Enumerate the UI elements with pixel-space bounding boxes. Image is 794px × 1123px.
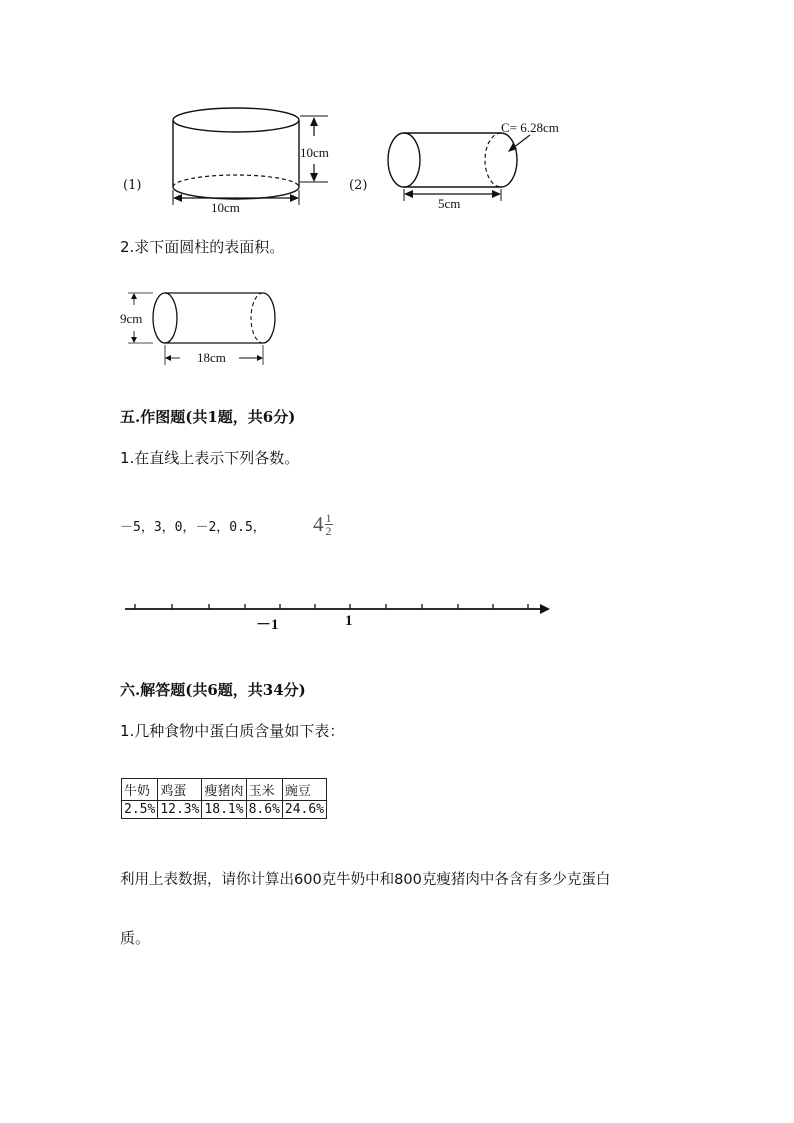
length-arrowhead-left bbox=[404, 190, 413, 198]
table-cell: 24.6% bbox=[282, 801, 326, 819]
q2-height-label: 9cm bbox=[120, 311, 143, 326]
table-cell: 2.5% bbox=[122, 801, 158, 819]
section-5-question-1: 1.在直线上表示下列各数。 bbox=[120, 449, 300, 467]
number-line bbox=[120, 595, 560, 625]
height-arrowhead-up bbox=[310, 117, 318, 126]
table-header-cell: 玉米 bbox=[246, 779, 282, 801]
section-6-question-1: 1.几种食物中蛋白质含量如下表： bbox=[120, 722, 345, 740]
cylinder-1-bottom-front bbox=[173, 187, 299, 199]
cylinder-2-left-ellipse bbox=[388, 133, 420, 187]
table-header-cell: 牛奶 bbox=[122, 779, 158, 801]
cylinder-figure-1 bbox=[110, 100, 370, 225]
table-header-cell: 豌豆 bbox=[282, 779, 326, 801]
diameter-arrowhead-left bbox=[173, 194, 182, 202]
cylinder-3-left-ellipse bbox=[153, 293, 177, 343]
q2-height-arrowhead-up bbox=[131, 293, 137, 299]
table-header-row bbox=[122, 779, 327, 801]
figure-2-circumference-label: C= 6.28cm bbox=[501, 120, 559, 135]
axis-label-minus-one: －1 bbox=[256, 617, 279, 633]
table-cell: 18.1% bbox=[202, 801, 246, 819]
axis-label-one: 1 bbox=[345, 613, 353, 629]
diameter-arrowhead-right bbox=[290, 194, 299, 202]
q2-height-arrowhead-down bbox=[131, 337, 137, 343]
figure-1-height-label: 10cm bbox=[300, 145, 329, 160]
cylinder-1-bottom-back bbox=[173, 175, 299, 187]
cylinder-2-right-back bbox=[485, 133, 501, 187]
q2-length-arrowhead-right bbox=[257, 355, 263, 361]
question-2-text: 2.求下面圆柱的表面积。 bbox=[120, 238, 285, 256]
q2-length-arrowhead-left bbox=[165, 355, 171, 361]
mixed-number-fraction bbox=[325, 512, 333, 537]
cylinder-1-top-ellipse bbox=[173, 108, 299, 132]
table-header-cell: 鸡蛋 bbox=[158, 779, 202, 801]
circumference-pointer-line bbox=[513, 135, 530, 148]
fraction-denominator: 2 bbox=[325, 524, 332, 538]
section-5-heading: 五.作图题(共1题，共6分) bbox=[120, 408, 296, 426]
cylinder-2-right-front bbox=[501, 133, 517, 187]
numbers-list: －5，3，0，－2，0.5， bbox=[120, 520, 266, 535]
mixed-number bbox=[313, 512, 333, 537]
protein-table bbox=[121, 778, 327, 819]
section-6-heading: 六.解答题(共6题，共34分) bbox=[120, 681, 306, 699]
cylinder-3-right-back bbox=[251, 293, 263, 343]
fraction-numerator: 1 bbox=[325, 511, 332, 525]
table-header-cell: 瘦猪肉 bbox=[202, 779, 246, 801]
section-6-question-line-2: 质。 bbox=[120, 929, 151, 947]
table-cell: 8.6% bbox=[246, 801, 282, 819]
figure-2-length-label: 5cm bbox=[438, 196, 461, 211]
mixed-number-whole: 4 bbox=[313, 512, 324, 536]
table-cell: 12.3% bbox=[158, 801, 202, 819]
figure-1-diameter-label: 10cm bbox=[211, 200, 240, 215]
figure-2-label: (2) bbox=[349, 178, 368, 193]
number-line-arrowhead bbox=[540, 604, 550, 614]
q2-length-label: 18cm bbox=[197, 350, 226, 365]
length-arrowhead-right bbox=[492, 190, 501, 198]
table-row bbox=[122, 801, 327, 819]
cylinder-3-right-front bbox=[263, 293, 275, 343]
figure-1-label: (1) bbox=[123, 178, 142, 193]
height-arrowhead-down bbox=[310, 173, 318, 182]
section-6-question-line-1: 利用上表数据，请你计算出600克牛奶中和800克瘦猪肉中各含有多少克蛋白 bbox=[120, 872, 611, 888]
